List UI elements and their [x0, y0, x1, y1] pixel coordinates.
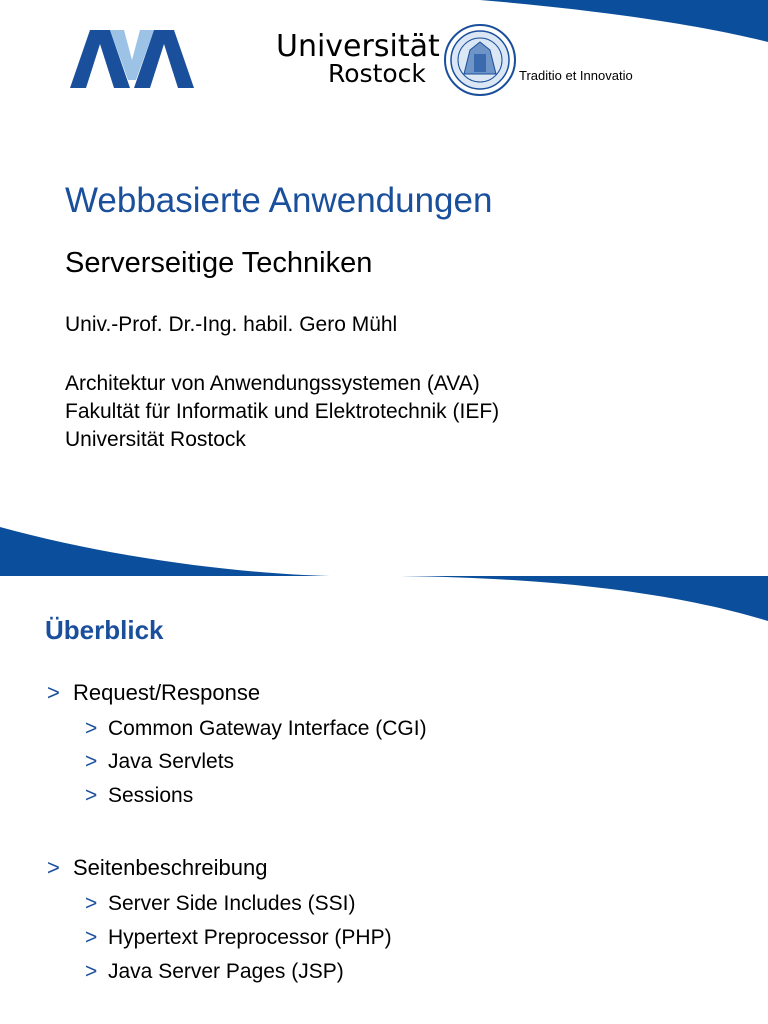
university-motto: Traditio et Innovatio [519, 68, 633, 83]
bullet-label: Seitenbeschreibung [73, 855, 268, 880]
list-item [47, 678, 260, 708]
affiliation-line: Universität Rostock [65, 428, 246, 451]
list-item [47, 853, 267, 883]
university-city: Rostock [328, 59, 426, 88]
ava-logo [70, 30, 194, 88]
bullet-marker: > [47, 680, 60, 705]
list-item [85, 924, 392, 952]
bullet-label: Common Gateway Interface (CGI) [108, 717, 427, 740]
list-item [85, 715, 427, 743]
bullet-marker: > [85, 892, 98, 915]
affiliation-line: Architektur von Anwendungssystemen (AVA) [65, 372, 480, 395]
slide-heading: Überblick [45, 615, 164, 645]
bullet-label: Hypertext Preprocessor (PHP) [108, 926, 392, 949]
bullet-marker: > [85, 784, 98, 807]
presentation-title: Webbasierte Anwendungen [65, 181, 493, 220]
bullet-label: Sessions [108, 784, 194, 807]
bullet-label: Java Servlets [108, 750, 235, 773]
bullet-marker: > [85, 960, 98, 983]
bullet-marker: > [85, 926, 98, 949]
author-name: Univ.-Prof. Dr.-Ing. habil. Gero Mühl [65, 313, 398, 336]
bullet-label: Java Server Pages (JSP) [108, 960, 344, 983]
list-item [85, 748, 234, 776]
bullet-label: Request/Response [73, 680, 261, 705]
university-seal-icon [444, 24, 516, 96]
bullet-label: Server Side Includes (SSI) [108, 892, 356, 915]
affiliation-block [65, 370, 499, 454]
presentation-subtitle: Serverseitige Techniken [65, 247, 373, 279]
affiliation-line: Fakultät für Informatik und Elektrotechnik (IEF) [65, 400, 500, 423]
bullet-marker: > [85, 750, 98, 773]
list-item [85, 890, 355, 918]
bullet-marker: > [85, 717, 98, 740]
overview-slide [0, 576, 768, 1024]
university-name: Universität [276, 29, 440, 64]
list-item [85, 782, 193, 810]
list-item [85, 958, 344, 986]
bullet-marker: > [47, 855, 60, 880]
